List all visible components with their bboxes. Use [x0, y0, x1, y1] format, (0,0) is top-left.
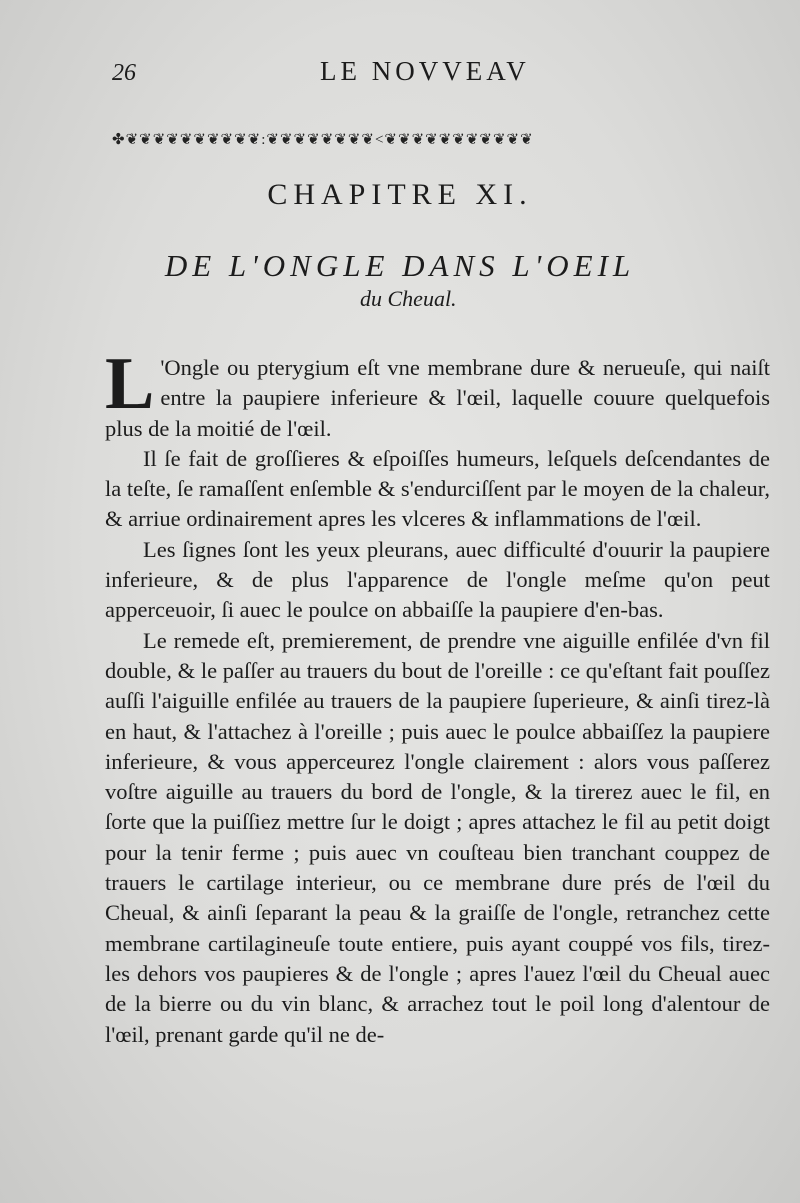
body-text [105, 343, 770, 1050]
paragraph-1 [105, 343, 770, 444]
chapter-title: CHAPITRE XI. [267, 178, 533, 211]
page-number: 26 [112, 60, 136, 86]
paragraph-1-text: 'Ongle ou pterygium eſt vne membrane dure & nerueuſe, qui naiſt entre la paupiere inferieure & l'œil, laquelle couure quelquefois plus de la moitié de l'œil. [105, 355, 770, 441]
running-head: LE NOVVEAV [320, 56, 530, 86]
paragraph-4: Le remede eſt, premierement, de prendre vne aiguille enfilée d'vn fil double, & le paſſer au trauers du bout de l'oreille : ce qu'eſtant fait pouſſez auſſi l'aiguille enfilée au trauers de la paupiere ſuperieure, & ainſi tirez-là en haut, & l'attachez à l'oreille ; puis auec le poulce abbaiſſez la paupiere inferieure, & vous apperceurez l'ongle clairement : alors vous paſſerez voſtre aiguille au trauers du bord de l'ongle, & la tirerez auec le fil, en ſorte que la puiſſiez mettre ſur le doigt ; apres attachez le fil au petit doigt pour la tenir ferme ; puis auec vn couſteau bien tranchant couppez de trauers le cartilage interieur, ou ce membrane dure prés de l'œil du Cheual, & ainſi ſeparant la peau & la graiſſe de l'ongle, retranchez cette membrane cartilagineuſe toute entiere, puis ayant couppé vos fils, tirez-les dehors vos paupieres & de l'ongle ; apres l'auez l'œil du Cheual auec de la bierre ou du vin blanc, & arrachez tout le poil long d'alentour de l'œil, prenant garde qu'il ne de- [105, 627, 770, 1047]
section-subheading: du Cheual. [360, 286, 457, 311]
paragraph-3: Les ſignes ſont les yeux pleurans, auec difficulté d'ouurir la paupiere inferieure, & de plus l'apparence de l'ongle meſme qu'on peut apperceuoir, ſi auec le poulce on abbaiſſe la paupiere d'en-bas. [105, 536, 770, 623]
ornamental-rule: ✤❦❦❦❦❦❦❦❦❦❦:❦❦❦❦❦❦❦❦<❦❦❦❦❦❦❦❦❦❦❦ [112, 132, 534, 148]
drop-cap: L [105, 343, 155, 425]
section-heading: DE L'ONGLE DANS L'OEIL [164, 248, 636, 283]
paragraph-2: Il ſe fait de groſſieres & eſpoiſſes humeurs, leſquels deſcendantes de la teſte, ſe ramaſſent enſemble & s'endurciſſent par le moyen de la chaleur, & arriue ordinairement apres les vlceres & inflammations de l'œil. [105, 445, 770, 532]
page-header [0, 52, 800, 92]
